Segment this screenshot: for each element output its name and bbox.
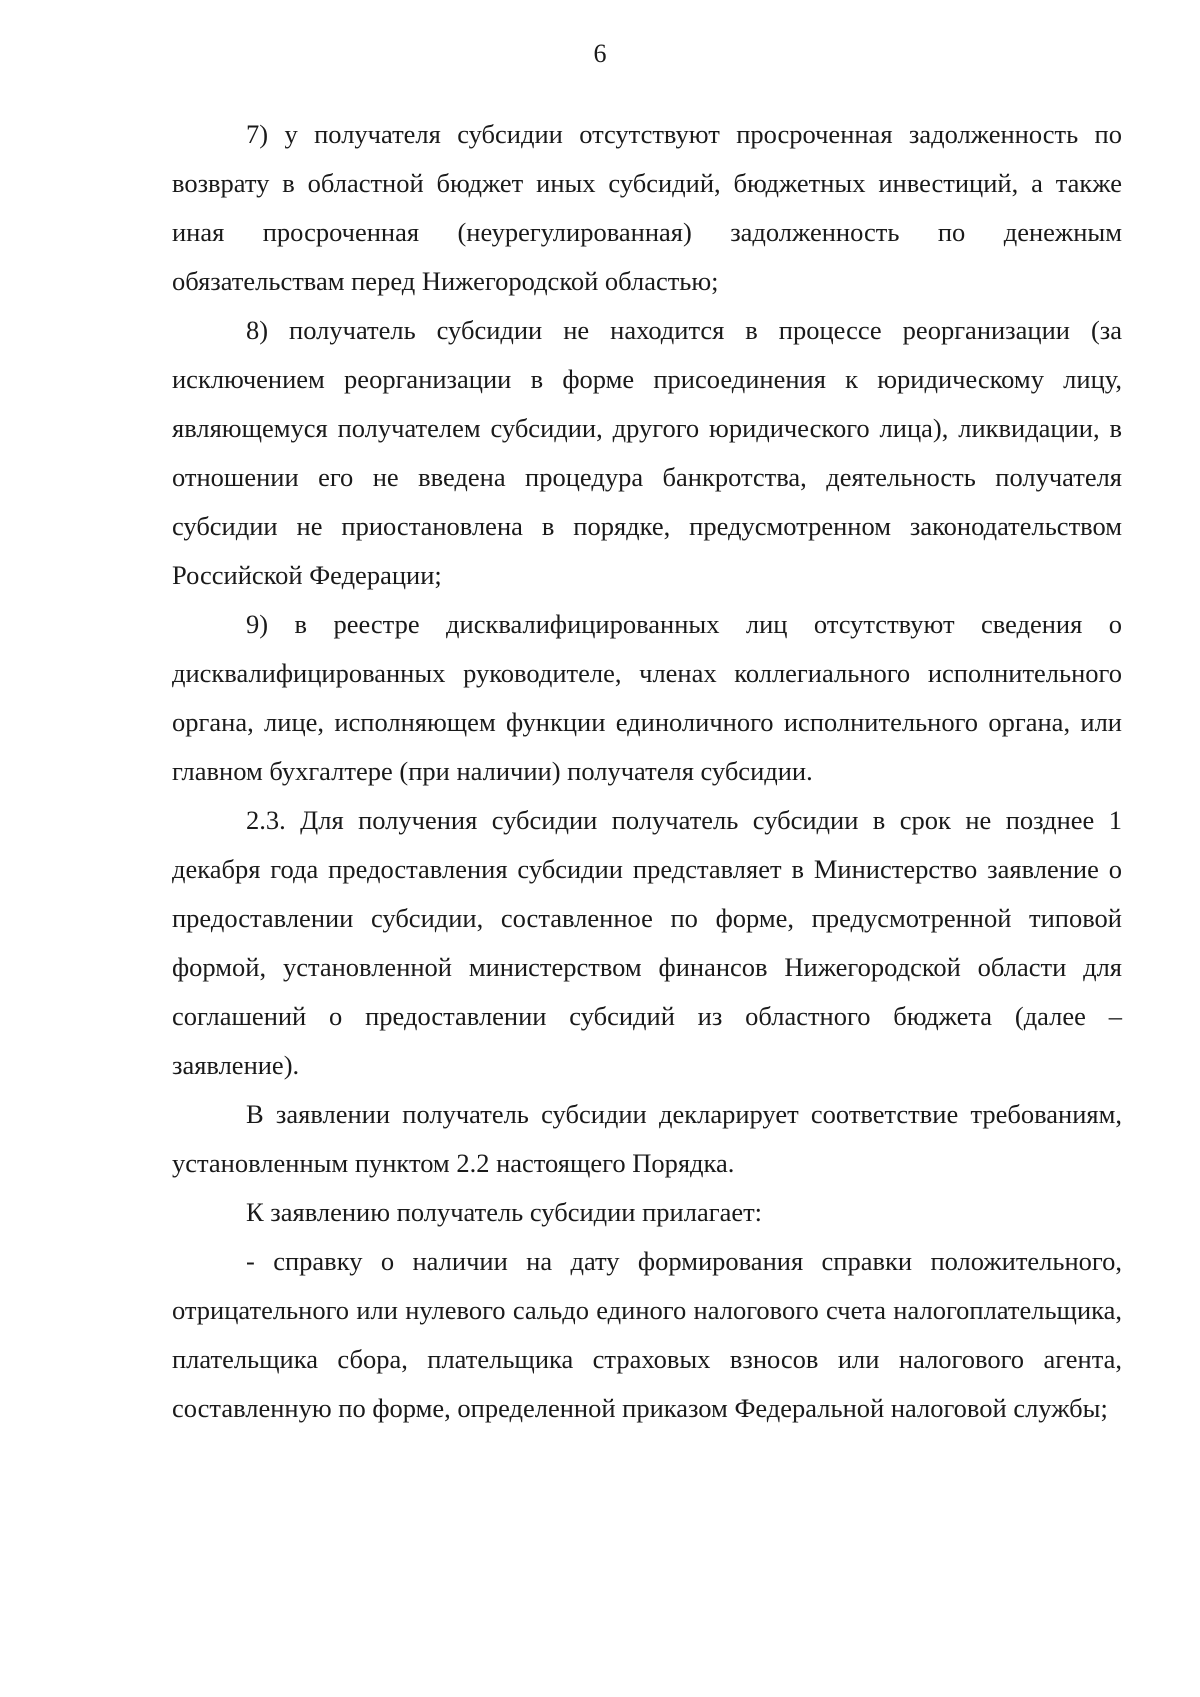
paragraph-item-8: 8) получатель субсидии не находится в процессе реорганизации (за исключением реорганизации в форме присоединения к юридическому лицу, являющемуся получателем субсидии, другого юридического лица), ликвидации, в отношении его не введена процедура банкротства, деятельность получателя субсидии не приостановлена в порядке, предусмотренном законодательством Российской Федерации;: [172, 315, 1122, 590]
page-number: 6: [593, 39, 607, 68]
paragraph-clause-2-3: 2.3. Для получения субсидии получатель субсидии в срок не позднее 1 декабря года предоставления субсидии представляет в Министерство заявление о предоставлении субсидии, составленное по форме, предусмотренной типовой формой, установленной министерством финансов Нижегородской области для соглашений о предоставлении субсидий из областного бюджета (далее – заявление).: [172, 805, 1122, 1080]
document-body: [172, 110, 1122, 1433]
paragraph-item-9: 9) в реестре дисквалифицированных лиц отсутствуют сведения о дисквалифицированных руководителе, членах коллегиального исполнительного органа, лице, исполняющем функции единоличного исполнительного органа, или главном бухгалтере (при наличии) получателя субсидии.: [172, 609, 1122, 786]
paragraph-attachment-tax-certificate: - справку о наличии на дату формирования справки положительного, отрицательного или нулевого сальдо единого налогового счета налогоплательщика, плательщика сбора, плательщика страховых взносов или налогового агента, составленную по форме, определенной приказом Федеральной налоговой службы;: [172, 1246, 1122, 1423]
paragraph-item-7: 7) у получателя субсидии отсутствуют просроченная задолженность по возврату в областной бюджет иных субсидий, бюджетных инвестиций, а также иная просроченная (неурегулированная) задолженность по денежным обязательствам перед Нижегородской областью;: [172, 119, 1122, 296]
paragraph-declaration: В заявлении получатель субсидии декларирует соответствие требованиям, установленным пунктом 2.2 настоящего Порядка.: [172, 1099, 1122, 1178]
paragraph-attachments-intro: К заявлению получатель субсидии прилагает:: [246, 1197, 763, 1227]
